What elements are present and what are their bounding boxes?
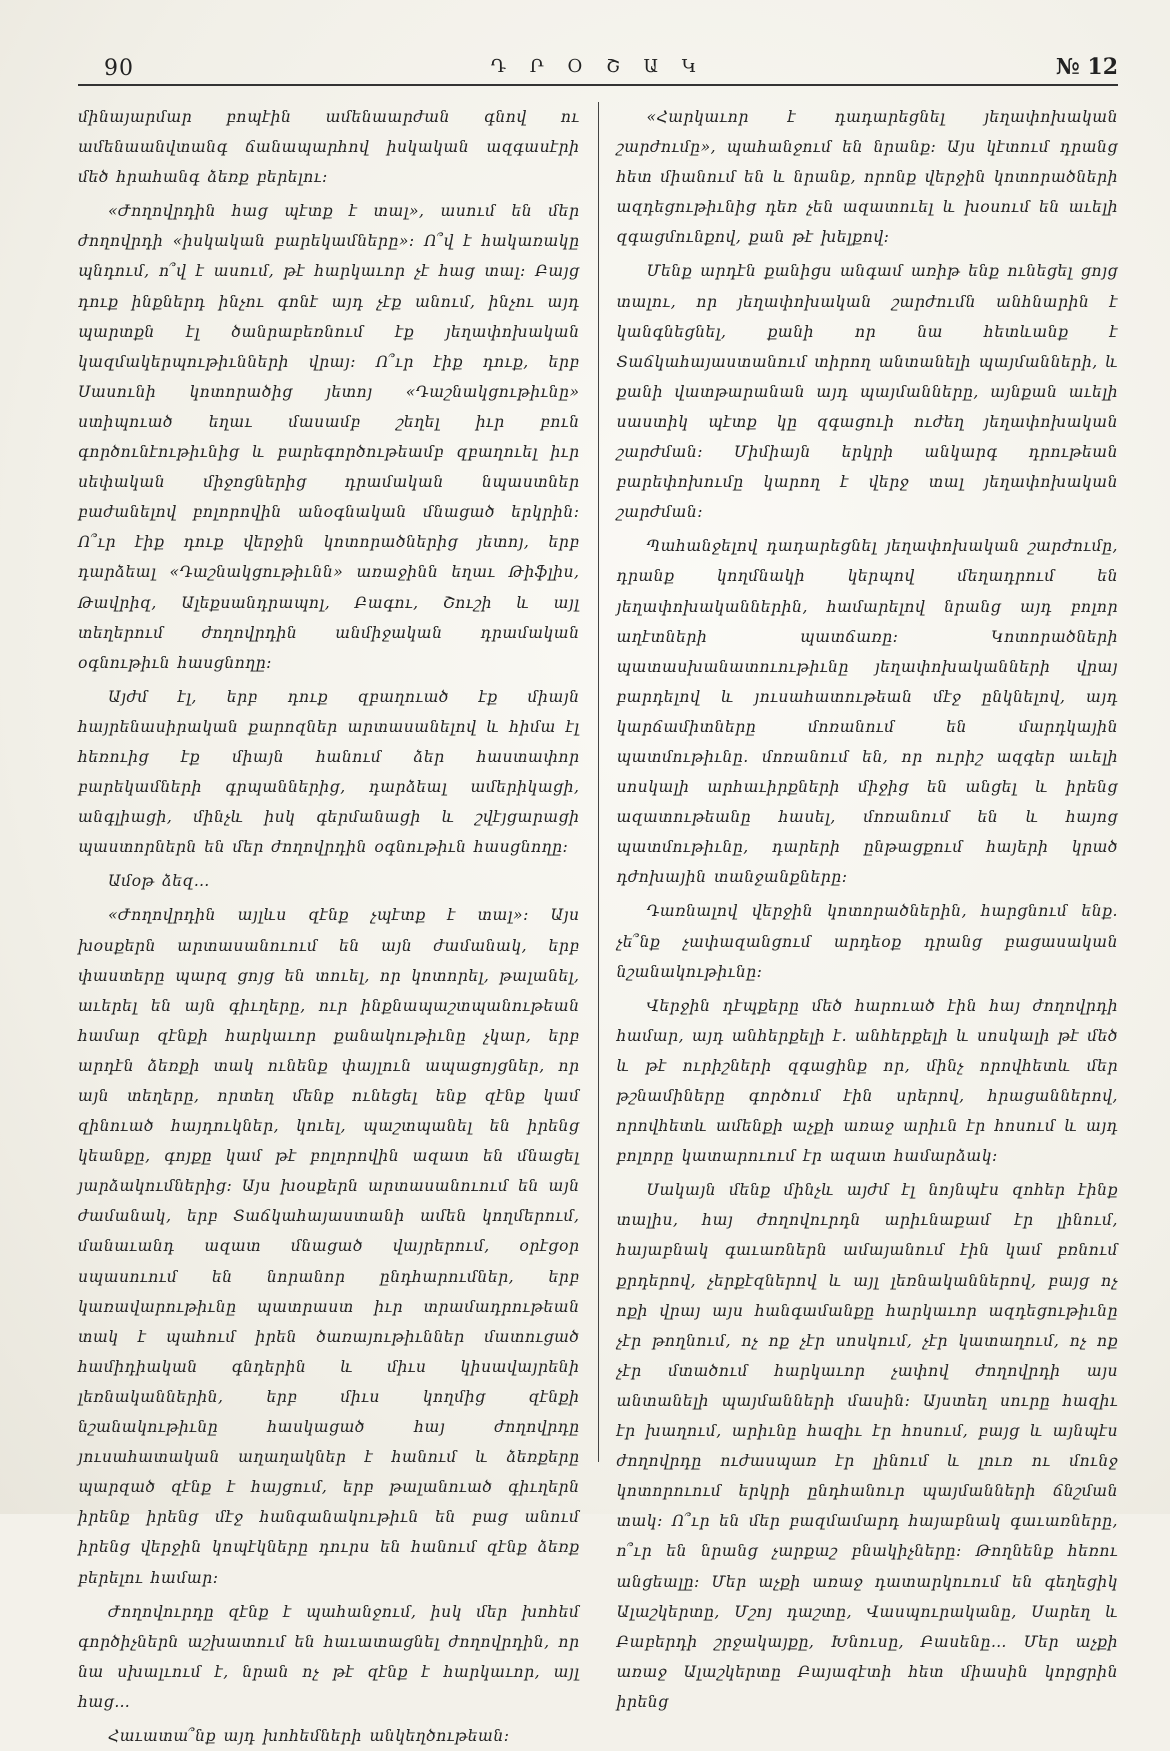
article-columns <box>78 102 1118 1745</box>
paragraph: «Ժողովրդին հաց պէտք է տալ», ասում են մեր ժողովրդի «իսկական բարեկամները»: Ո՞վ է հակառակը պնդում, ո՞վ է ասում, թէ հարկաւոր չէ հաց տալ: Բայց դուք ինքներդ ինչու գոնէ այդ չէք անում, ինչու այդ պարտքն էլ ծանրաբեռնում էք յեղափոխական կազմակերպութիւնների վրայ: Ո՞ւր էիք դուք, երբ Սասունի կոտորածից յետոյ «Դաշնակցութիւնը» ստիպուած եղաւ մասամբ շեղել իւր բուն գործունէութիւնից և բարեգործութեամբ զբաղուել իւր սեփական միջոցներից դրամական նպաստներ բաժանելով բոլորովին անօգնական մնացած երկրին: Ո՞ւր էիք դուք վերջին կոտորածներից յետոյ, երբ դարձեալ «Դաշնակցութիւնն» առաջինն եղաւ Թիֆլիս, Թավրիզ, Ալեքսանդրապոլ, Բագու, Շուշի և այլ տեղերում ժողովրդին անմիջական դրամական օգնութիւն հասցնողը: <box>78 202 580 672</box>
paragraph: մինայարմար բոպէին ամենաարժան գնով ու ամենաանվտանգ ճանապարհով իսկական ազգասէրի մեծ հրահանգ ձեռք բերելու: <box>78 108 580 187</box>
paragraph: Վերջին դէպքերը մեծ հարուած էին հայ ժողովրդի համար, այդ անհերքելի է. անհերքելի և սոսկալի թէ մեծ և թէ ուրիշների զգացինք որ, մինչ որովհետև մեր թշնամիները գործում էին սրերով, հրացաններով, որովհետև ամենքի աչքի առաջ արիւն էր հոսում և այդ բոլորը կատարուում էր ազատ համարձակ: <box>616 996 1118 1166</box>
left-column <box>78 102 598 1745</box>
paragraph: Հաւատա՞նք այդ խոհեմների անկեղծութեան: <box>108 1726 510 1745</box>
paragraph: «Ժողովրդին այլևս զէնք չպէտք է տալ»: Այս խօսքերն արտասանուում են այն ժամանակ, երբ փաստերը պարզ ցոյց են տուել, որ կոտորել, թալանել, աւերել են այն գիւղերը, ուր ինքնապաշտպանութեան համար զէնքի հարկաւոր քանակութիւնը չկար, երբ արդէն ձեռքի տակ ունենք փայլուն ապացոյցներ, որ այն տեղերը, որտեղ մենք ունեցել ենք զէնք կամ զինուած հայդուկներ, կուել, պաշտպանել են իրենց կեանքը, գոյքը կամ թէ բոլորովին ազատ են մնացել յարձակումներից: Այս խօսքերն արտասանուում են այն ժամանակ, երբ Տաճկահայաստանի ամեն կողմերում, մանաւանդ ազատ մնացած վայրերում, օրէցօր սպասուում են նորանոր ընդհարումներ, երբ կառավարութիւնը պատրաստ իւր տրամադրութեան տակ է պահում իրեն ծառայութիւններ մատուցած համիդիական գնդերին և միւս կիսավայրենի լեռնականներին, երբ միւս կողմից զէնքի նշանակութիւնը հասկացած հայ ժողովրդը յուսահատական աղաղակներ է հանում և ձեռքերը պարզած զէնք է հայցում, երբ թալանուած գիւղերն իրենք իրենց մէջ հանգանակութիւն են բաց անում իրենց վերջին կոպէկները դուրս են հանում զէնք ձեռք բերելու համար: <box>78 906 580 1587</box>
paragraph: Այժմ էլ, երբ դուք զբաղուած էք միայն հայրենասիրական քարոզներ արտասանելով և հիմա էլ հեռուից էք միայն հանում ձեր հաստափոր բարեկամների գրպաններից, դարձեալ ամերիկացի, անգլիացի, մինչև իսկ գերմանացի և շվէյցարացի պաստորներն են մեր ժողովրդին օգնութիւն հասցնողը: <box>78 687 580 857</box>
masthead-title: Դ Ր Օ Շ Ա Կ <box>490 56 706 77</box>
paragraph: «Հարկաւոր է դադարեցնել յեղափոխական շարժումը», պահանջում են նրանք: Այս կէտում դրանց հետ միանում են և նրանք, որոնք վերջին կոտորածների ազդեցութիւնից դեռ չեն ազատուել և խօսում են աւելի զգացմունքով, քան թէ խելքով: <box>616 108 1118 247</box>
right-column <box>598 102 1119 1711</box>
page-header <box>78 50 1118 86</box>
issue-number: № 12 <box>1055 54 1118 80</box>
paragraph: Սակայն մենք մինչև այժմ էլ նոյնպէս զոհեր էինք տալիս, հայ ժողովուրդն արիւնաքամ էր լինում, հայաբնակ գաւառներն ամայանում էին կամ բռնում քրդերով, չերքէզներով և այլ լեռնականներով, բայց ոչ ոքի վրայ այս հանգամանքը հարկաւոր ազդեցութիւնը չէր թողնում, ոչ ոք չէր սոսկում, չէր կատաղում, ոչ ոք չէր մտածում հարկաւոր չափով ժողովրդի այս անտանելի պայմանների մասին: Այստեղ սուրը հազիւ էր խաղում, արիւնը հազիւ էր հոսում, բայց և այնպէս ժողովրդը ուժասպառ էր լինում և լուռ ու մունջ կոտորուում երկրի ընդհանուր պայմանների ճնշման տակ: Ո՞ւր են մեր բազմամարդ հայաբնակ գաւառները, ո՞ւր են նրանց չարքաշ բնակիչները: Թողնենք հեռու անցեալը: Մեր աչքի առաջ դատարկուում են գեղեցիկ Ալաշկերտը, Մշոյ դաշտը, Վասպուրականը, Սարեղ և Բաբերդի շրջակայքը, Խնուսը, Բասենը… Մեր աչքի առաջ Ալաշկերտը Բայազէտի հետ միասին կորցրին իրենց <box>616 1181 1118 1711</box>
paragraph: Մենք արդէն քանիցս անգամ առիթ ենք ունեցել ցոյց տալու, որ յեղափոխական շարժումն անհնարին է կանգնեցնել, քանի որ նա հետևանք է Տաճկահայաստանում տիրող անտանելի պայմանների, և քանի վատթարանան այդ պայմանները, այնքան աւելի սաստիկ պէտք կը զգացուի ուժեղ յեղափոխական շարժման: Միմիայն երկրի անկարգ դրութեան բարեփոխումը կարող է վերջ տալ յեղափոխական շարժման: <box>616 262 1118 522</box>
page-number: 90 <box>104 56 134 81</box>
paragraph: Պահանջելով դադարեցնել յեղափոխական շարժումը, դրանք կողմնակի կերպով մեղադրում են յեղափոխականներին, համարելով նրանց այդ բոլոր աղէտների պատճառը: Կոտորածների պատասխանատուութիւնը յեղափոխականների վրայ բարդելով և յուսահատութեան մէջ ընկնելով, այդ կարճամիտները մոռանում են մարդկային պատմութիւնը. մոռանում են, որ ուրիշ ազգեր աւելի սոսկալի արհաւիրքների միջից են անցել և իրենց ազատութեանը հասել, մոռանում են և հայոց պատմութիւնը, դարերի ընթացքում հայերի կրած դժոխային տանջանքները: <box>616 537 1118 887</box>
paragraph: Ամօթ ձեզ… <box>108 872 210 891</box>
paragraph: Դառնալով վերջին կոտորածներին, հարցնում ենք. չե՞նք չափազանցում արդեօք դրանց բացասական նշանակութիւնը: <box>616 902 1118 981</box>
paragraph: Ժողովուրդը զէնք է պահանջում, իսկ մեր խոհեմ գործիչներն աշխատում են հաւատացնել ժողովրդին, որ նա սխալւում է, նրան ոչ թէ զէնք է հարկաւոր, այլ հաց… <box>78 1602 580 1711</box>
